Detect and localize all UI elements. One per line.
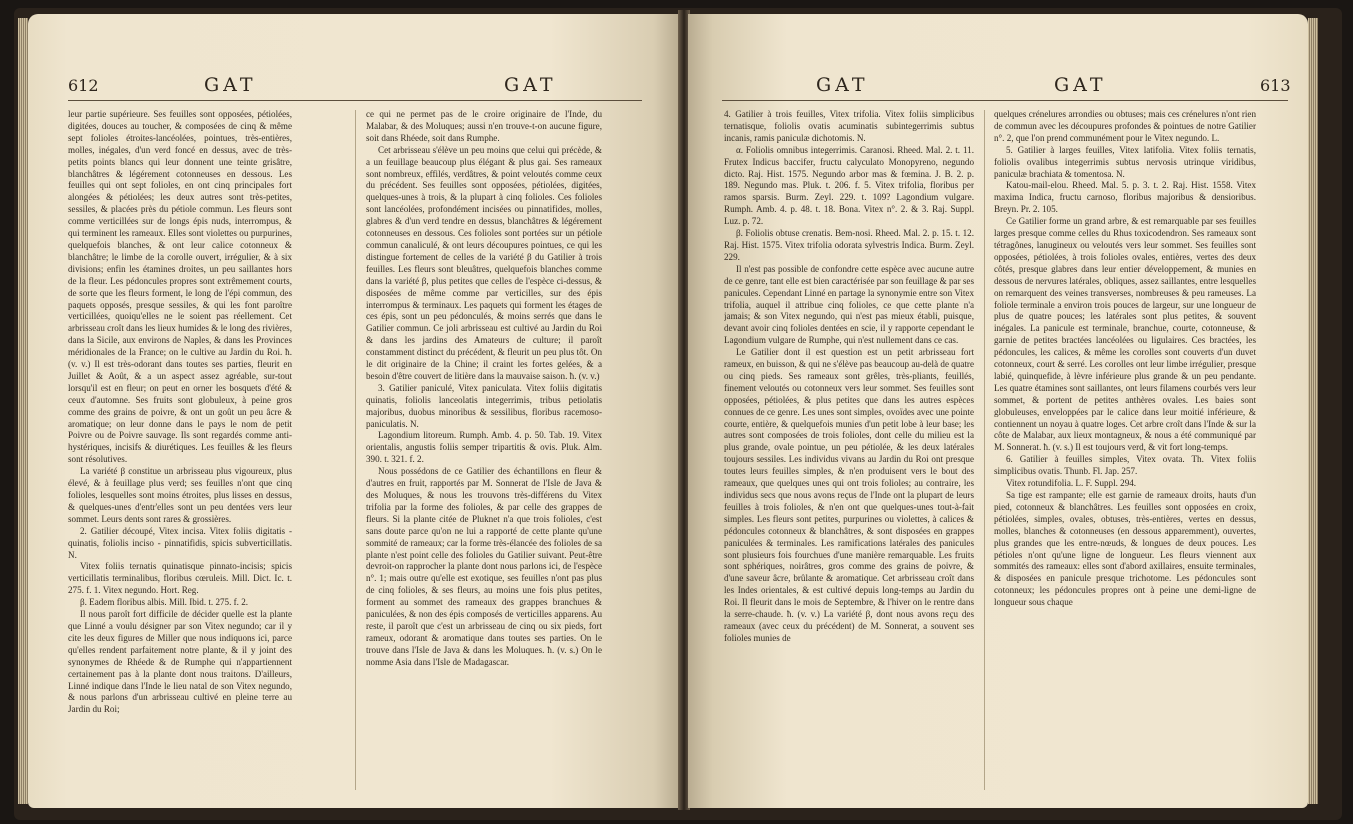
- header-rule: [68, 100, 642, 101]
- paragraph: Le Gatilier dont il est question est un petit arbrisseau fort rameux, en buisson, & qui ne s'élève pas beaucoup au-delà de quatre ou cinq pieds. Ses rameaux sont grêles, très-pliants, feuillés, finement veloutés ou cotonneux vers leur sommet. Ses feuilles sont opposées, pétiolées, & plus petites que dans les autres espèces connues de ce genre. Les unes sont simples, ovoïdes avec une pointe courte, entière, & quelquefois munies d'un petit lobe à leur base; les autres sont composées de trois folioles, dont celle du milieu est la plus grande, ovale pointue, un peu pétiolée, & les deux latérales toujours sessiles. Les individus vivans au Jardin du Roi ont presque toutes leurs feuilles simples, & n'en produisent vers le bout des rameaux, que quelques unes qui ont trois folioles; au contraire, les individus secs que nous avons reçus de l'Inde ont la plupart de leurs feuilles à trois folioles, & n'en ont que quelques-unes tout-à-fait simples. Les fleurs sont petites, purpurines ou violettes, à calices & pédoncules cotonneux & blanchâtres, & sont disposées en grappes paniculées & terminales. Les ramifications latérales des panicules sont plusieurs fois fourchues d'une manière remarquable. Les fruits sont sphériques, noirâtres, gros comme des grains de poivre, & d'une saveur âcre, brûlante & aromatique. Cet arbrisseau croît dans les Indes orientales, & est cultivé depuis long-temps au Jardin du Roi. Il fleurit dans le mois de Septembre, & l'hiver on le rentre dans la serre-chaude. ħ. (v. v.) La variété β, dont nous avons reçu des rameaux (avec ceux du précédent) de M. Sonnerat, a souvent ses folioles munies de: [724, 347, 974, 643]
- paragraph: Cet arbrisseau s'élève un peu moins que celui qui précède, & a un feuillage beaucoup plus élégant & plus gai. Ses rameaux sont nombreux, effilés, verdâtres, & point veloutés comme ceux du précédent. Ses feuilles sont opposées, pétiolées, digitées, quelques-unes à trois, & la plupart à cinq folioles. Ces folioles sont lancéolées, profondément incisées ou pinnatifides, molles, glabres & d'un verd tendre en dessus, blanchâtres & légérement cotonneuses en dessous. Ces folioles sont portées sur un pétiole commun canaliculé, & ont leurs découpures pointues, ce qui les distingue fortement de celles de la variété β du Gatilier à trois feuilles. Les fleurs sont bleuâtres, quelquefois blanches comme dans la variété β, plus petites que celles de l'espèce ci-dessus, & disposées de même comme par verticilles, sur des épis interrompus & terminaux. Les paquets qui forment les étages de ces épis, sont un peu pédonculés, & moins serrés que dans le Gatilier commun. Ce joli arbrisseau est cultivé au Jardin du Roi & dans les jardins des Amateurs de culture; il paroît constamment distinct du précédent, & fleurit un peu plus tôt. On le dit originaire de la Chine; il craint les fortes gelées, & a besoin d'être couvert de litière dans la mauvaise saison. ħ. (v. v.): [366, 144, 602, 381]
- paragraph: La variété β constitue un arbrisseau plus vigoureux, plus élevé, & à feuillage plus verd; ses feuilles n'ont que cinq folioles, lesquelles sont moins étroites, plus lisses en dessus, & quelques-unes d'entr'elles sont un peu dentées vers leur sommet. Leurs dents sont rares & grossières.: [68, 466, 292, 524]
- paragraph: 3. Gatilier paniculé, Vitex paniculata. Vitex foliis digitatis quinatis, foliolis lanceolatis integerrimis, tribus petiolatis majoribus, duobus minoribus & sessilibus, floribus racemoso-paniculatis. N.: [366, 382, 602, 429]
- text-column: [366, 109, 602, 669]
- page-edges-right: [1308, 18, 1318, 804]
- paragraph: β. Foliolis obtuse crenatis. Bem-nosi. Rheed. Mal. 2. p. 15. t. 12. Raj. Hist. 1575. Vitex trifolia odorata sylvestris Indica. Burm. Zeyl. 229.: [724, 228, 974, 262]
- paragraph: Vitex foliis ternatis quinatisque pinnato-incisis; spicis verticillatis terminalibus, floribus cœruleis. Mill. Dict. Ic. t. 275. f. 1. Vitex negundo. Hort. Reg.: [68, 561, 292, 596]
- paragraph: Ce Gatilier forme un grand arbre, & est remarquable par ses feuilles larges presque comme celles du Rhus toxicodendron. Ses rameaux sont tétragônes, lanugineux ou veloutés vers leur sommet. Ses feuilles sont opposées, pétiolées, à trois folioles ovales, entières, vertes des deux côtés, presque glabres dans leur entier développement, & munies en dessous de nervures latérales, obliques, assez saillantes, entre lesquelles on remarquent des veines transverses, nombreuses & peu rameuses. La foliole terminale a environ trois pouces de largeur, sur une longueur de plus de quatre pouces; les latérales sont plus petites, & souvent inégales. La panicule est terminale, branchue, courte, cotonneuse, & garnie de petites bractées lancéolées ou ligulaires. Ces bractées, les pédoncules, les calices, & même les corolles sont couverts d'un duvet cotonneux, court & serré. Les corolles ont leur limbe irrégulier, presque labié, quinquefide, à lèvre inférieure plus grande & un peu pendante. Les quatre étamines sont saillantes, ont leurs filamens courbés vers leur sommet, & portent de petites anthères ovales. Les baies sont globuleuses, enveloppées par le calice dans leur moitié inférieure, & contiennent un noyau à quatre loges. Cet arbre croît dans l'Inde & sur la côte de Malabar, aux lieux montagneux, & nous a été communiqué par M. Sonnerat. ħ. (v. s.) Il est toujours verd, & vit fort long-temps.: [994, 216, 1256, 453]
- running-head-right-2: GAT: [1054, 74, 1107, 96]
- paragraph: 5. Gatilier à larges feuilles, Vitex latifolia. Vitex foliis ternatis, foliolis ovalibus integerrimis subtus nervosis utrinque viridibus, paniculæ brachiata & tomentosa. N.: [994, 144, 1256, 179]
- right-page: [688, 14, 1308, 808]
- running-head-left-1: GAT: [204, 74, 257, 96]
- paragraph: Il n'est pas possible de confondre cette espèce avec aucune autre de ce genre, tant elle est bien caractérisée par son feuillage & par ses panicules. Cependant Linné en partage la synonymie entre son Vitex trifolia, auquel il attribue cinq folioles, ce que cette plante n'a jamais; & son Vitex negundo, qui n'est pas mieux établi, puisque, devant avoir cinq folioles dentées en scie, il y rapporte cependant le Lagondium vulgare de Rumphe, qui n'est nullement dans ce cas.: [724, 263, 974, 346]
- paragraph: leur partie supérieure. Ses feuilles sont opposées, pétiolées, digitées, douces au toucher, & composées de cinq & même sept folioles étroites-lancéolées, pointues, très-entières, molles, inégales, d'un verd foncé en dessus, avec de très-petits points blancs qui leur donnent une teinte grisâtre, blanchâtres & légérement cotonneuses en dessous. Les feuilles qui ont sept folioles, en ont cinq principales fort alongées & pétiolées; les deux autres sont très-petites, sessiles, & placées près du pétiole commun. Les fleurs sont comme verticillées sur de longs épis nuds, interrompus, & qui terminent les rameaux. Elles sont violettes ou purpurines, quelquefois blanches, & ont leur calice cotonneux & blanchâtre; le limbe de la corolle ouvert, irrégulier, & à six divisions; enfin les étamines droites, un peu saillantes hors de la fleur. Les pédoncules propres sont extrêmement courts, de sorte que les fleurs forment, le long de l'épi commun, des paquets opposés, presque sessiles, & qui les font paroître verticillées, quoiqu'elles ne le soient pas réellement. Cet arbrisseau croît dans les lieux humides & le long des rivières, dans la Sicile, aux environs de Naples, & dans les Provinces méridionales de la France; on le cultive au Jardin du Roi. ħ. (v. v.) Il est très-odorant dans toutes ses parties, fleurit en Juillet & Août, & a un aspect assez agréable, sur-tout lorsqu'il est en fleur; on peut en orner les bosquets d'été & ceux d'automne. Ses fruits sont globuleux, à peine gros comme des grains de poivre, & ont un goût un peu âcre & aromatique; on leur donne dans le pays le nom de petit Poivre ou de Poivre sauvage. Ils sont regardés comme anti-hystériques, incisifs & diurétiques. Les feuilles & les fleurs sont résolutives.: [68, 109, 292, 465]
- paragraph: Il nous paroît fort difficile de décider quelle est la plante que Linné a voulu désigner par son Vitex negundo; car il y cite les deux figures de Miller que nous indiquons ici, parce qu'elles rendent parfaitement notre plante, & il y joint des synonymes de Rhéede & de Rumphe qui n'appartiennent certainement pas à la plante dont nous traitons. D'ailleurs, Linné indique dans l'Inde le lieu natal de son Vitex negundo, & nous parlons d'un arbrisseau cultivé en pleine terre au Jardin du Roi;: [68, 609, 292, 715]
- paragraph: Nous possédons de ce Gatilier des échantillons en fleur & d'autres en fruit, rapportés par M. Sonnerat de l'Isle de Java & des Moluques, & nous les trouvons très-différens du Vitex trifolia par la forme des folioles, & par celle des grappes de fleurs. Si la plante citée de Pluknet n'a que trois folioles, c'est sans doute parce qu'on ne lui a rapporté de cette plante qu'une sommité de rameaux; car la forme très-élancée des folioles de sa plante n'est point celle des folioles du Gatilier suivant. Peut-être devroit-on rapprocher la plante dont nous parlons ici, de l'espèce n°. 1; mais outre qu'elle est exotique, ses feuilles n'ont pas plus de cinq folioles, & ses fleurs, au moins une fois plus petites, forment au sommet des rameaux des grappes branchues & paniculées, & non des épis composés de verticilles apparens. Au reste, il paroît que c'est un arbrisseau de cinq ou six pieds, fort rameux, odorant & aromatique dans toutes ses parties. On le trouve dans l'Isle de Java & dans les Moluques. ħ. (v. s.) On le nomme Asia dans l'Isle de Madagascar.: [366, 466, 602, 667]
- running-head-left-2: GAT: [504, 74, 557, 96]
- text-column: [994, 109, 1256, 609]
- paragraph: α. Foliolis omnibus integerrimis. Caranosi. Rheed. Mal. 2. t. 11. Frutex Indicus baccifer, fructu calyculato Monopyreno, negundo dicto. Raj. Hist. 1575. Negundo arbor mas & fœmina. J. B. 2. p. 189. Negundo mas. Pluk. t. 206. f. 5. Vitex trifolia, floribus per ramos sparsis. Burm. Zeyl. 229. t. 109? Lagondium vulgare. Rumph. Amb. 4. p. 48. t. 18. Bona. Vitex n°. 2. & 3. Raj. Suppl. Luz. p. 72.: [724, 144, 974, 227]
- paragraph: 4. Gatilier à trois feuilles, Vitex trifolia. Vitex foliis simplicibus ternatisque, foliolis ovatis acuminatis subintegerrimis subtus incanis, ramis paniculæ dichotomis. N.: [724, 109, 974, 143]
- text-column: [724, 109, 974, 645]
- column-divider: [984, 110, 985, 790]
- paragraph: β. Eadem floribus albis. Mill. Ibid. t. 275. f. 2.: [80, 597, 249, 608]
- paragraph: ce qui ne permet pas de le croire originaire de l'Inde, du Malabar, & des Moluques; aussi n'en trouve-t-on aucune figure, soit dans Rhéede, soit dans Rumphe.: [366, 109, 602, 143]
- paragraph: 2. Gatilier découpé, Vitex incisa. Vitex foliis digitatis - quinatis, foliolis inciso - pinnatifidis, spicis subverticillatis. N.: [68, 525, 292, 560]
- running-head-right-1: GAT: [816, 74, 869, 96]
- left-page: [28, 14, 680, 808]
- paragraph: quelques crénelures arrondies ou obtuses; mais ces crénelures n'ont rien de commun avec les découpures profondes & pointues de notre Gatilier n°. 2, que l'on prend communément pour le Vitex negundo. L.: [994, 109, 1256, 143]
- header-rule: [722, 100, 1288, 101]
- page-number-left: 612: [68, 76, 99, 95]
- paragraph: Lagondium litoreum. Rumph. Amb. 4. p. 50. Tab. 19. Vitex orientalis, angustis foliis semper tripartitis & ovis. Pluk. Alm. 390. t. 321. f. 2.: [366, 430, 602, 465]
- paragraph: Katou-mail-elou. Rheed. Mal. 5. p. 3. t. 2. Raj. Hist. 1558. Vitex maxima Indica, fructu carnoso, floribus majoribus & densioribus. Breyn. Pr. 2. 105.: [994, 180, 1256, 215]
- page-number-right: 613: [1260, 76, 1291, 95]
- column-divider: [355, 110, 356, 790]
- paragraph: Vitex rotundifolia. L. F. Suppl. 294.: [1006, 478, 1137, 489]
- page-edges-left: [18, 18, 28, 804]
- text-column: [68, 109, 292, 716]
- paragraph: 6. Gatilier à feuilles simples, Vitex ovata. Th. Vitex foliis simplicibus ovatis. Thunb. Fl. Jap. 257.: [994, 454, 1256, 477]
- paragraph: Sa tige est rampante; elle est garnie de rameaux droits, hauts d'un pied, cotonneux & blanchâtres. Les feuilles sont opposées en croix, pétiolées, simples, ovales, obtuses, très-entières, vertes en dessus, molles, blanches & cotonneuses (en dessous apparemment), ouvertes, plus grandes que les entre-nœuds, & longues de deux pouces. Les pétioles n'ont qu'une ligne de longueur. Les fleurs viennent aux sommités des rameaux: elles sont d'abord axillaires, ensuite terminales, & disposées en panicule presque trichotome. Les pédoncules sont cotonneux; les pédoncules propres ont à peine une demi-ligne de longueur sous chaque: [994, 490, 1256, 608]
